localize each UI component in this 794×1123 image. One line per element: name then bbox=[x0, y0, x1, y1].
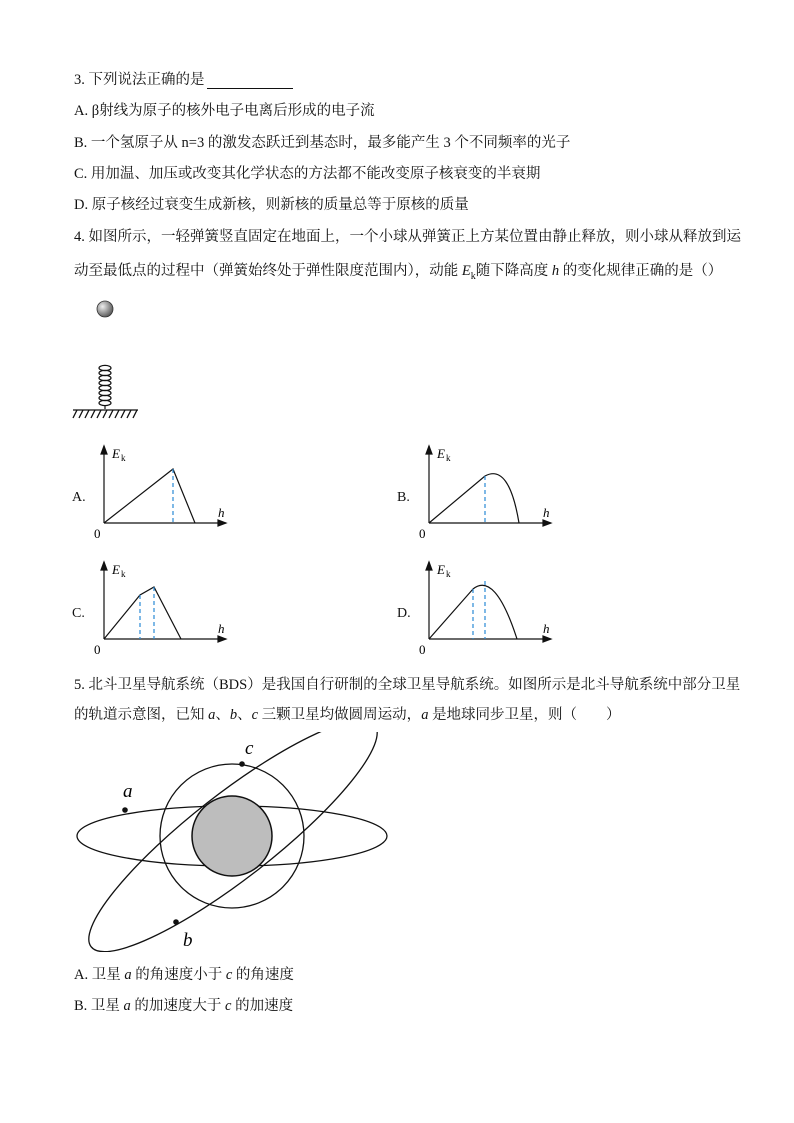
q3-stem: 3. 下列说法正确的是 bbox=[74, 68, 293, 89]
origin-label: 0 bbox=[419, 642, 426, 657]
label-b: b bbox=[183, 930, 193, 951]
y-axis-label: E bbox=[437, 562, 445, 577]
graph-option-c bbox=[88, 559, 233, 659]
ground bbox=[73, 410, 138, 418]
x-axis-label: h bbox=[218, 505, 225, 520]
q3-option-a: A. β射线为原子的核外电子电离后形成的电子流 bbox=[74, 103, 375, 119]
x-axis-label: h bbox=[543, 505, 550, 520]
y-axis-sub: k bbox=[121, 453, 126, 463]
q4-stem-line1: 4. 如图所示，一轻弹簧竖直固定在地面上，一个小球从弹簧正上方某位置由静止释放，则小球从释放到运 bbox=[74, 229, 741, 245]
label-c: c bbox=[245, 738, 254, 759]
spring bbox=[99, 365, 111, 409]
y-axis-label: E bbox=[112, 446, 120, 461]
y-axis-label: E bbox=[437, 446, 445, 461]
y-axis-sub: k bbox=[446, 569, 451, 579]
earth bbox=[192, 796, 272, 876]
satellite-orbit-figure bbox=[70, 732, 400, 952]
q5-option-a: A. 卫星 a 的角速度小于 c 的角速度 bbox=[74, 967, 294, 983]
y-axis-label: E bbox=[112, 562, 120, 577]
graph-option-d bbox=[413, 559, 558, 659]
origin-label: 0 bbox=[94, 642, 101, 657]
origin-label: 0 bbox=[419, 526, 426, 541]
q3-option-b: B. 一个氢原子从 n=3 的激发态跃迁到基态时，最多能产生 3 个不同频率的光子 bbox=[74, 135, 571, 151]
q4-option-a-label: A. bbox=[72, 490, 86, 505]
x-axis-label: h bbox=[218, 621, 225, 636]
graph-option-b bbox=[413, 443, 558, 543]
q5-stem-line2: 的轨道示意图，已知 a、b、c 三颗卫星均做圆周运动，a 是地球同步卫星，则（ ） bbox=[74, 707, 621, 723]
ball bbox=[97, 301, 113, 317]
origin-label: 0 bbox=[94, 526, 101, 541]
answer-blank bbox=[207, 74, 293, 89]
q3-option-c: C. 用加温、加压或改变其化学状态的方法都不能改变原子核衰变的半衰期 bbox=[74, 166, 541, 182]
q4-option-c-label: C. bbox=[72, 606, 85, 621]
q3-option-d: D. 原子核经过衰变生成新核，则新核的质量总等于原核的质量 bbox=[74, 197, 469, 213]
q4-stem-line2: 动至最低点的过程中（弹簧始终处于弹性限度范围内），动能 $E_k$随下降高度 h 的变化规律正确的是（） bbox=[74, 263, 723, 282]
y-axis-sub: k bbox=[446, 453, 451, 463]
x-axis-label: h bbox=[543, 621, 550, 636]
graph-option-a bbox=[88, 443, 233, 543]
q4-option-d-label: D. bbox=[397, 606, 411, 621]
satellite-b bbox=[173, 919, 179, 925]
spring-ball-figure bbox=[68, 295, 148, 425]
satellite-c bbox=[239, 761, 245, 767]
satellite-a bbox=[122, 807, 128, 813]
q5-stem-line1: 5. 北斗卫星导航系统（BDS）是我国自行研制的全球卫星导航系统。如图所示是北斗导航系统中部分卫星 bbox=[74, 677, 741, 693]
q4-option-b-label: B. bbox=[397, 490, 410, 505]
q5-option-b: B. 卫星 a 的加速度大于 c 的加速度 bbox=[74, 998, 294, 1014]
label-a: a bbox=[123, 781, 133, 802]
y-axis-sub: k bbox=[121, 569, 126, 579]
